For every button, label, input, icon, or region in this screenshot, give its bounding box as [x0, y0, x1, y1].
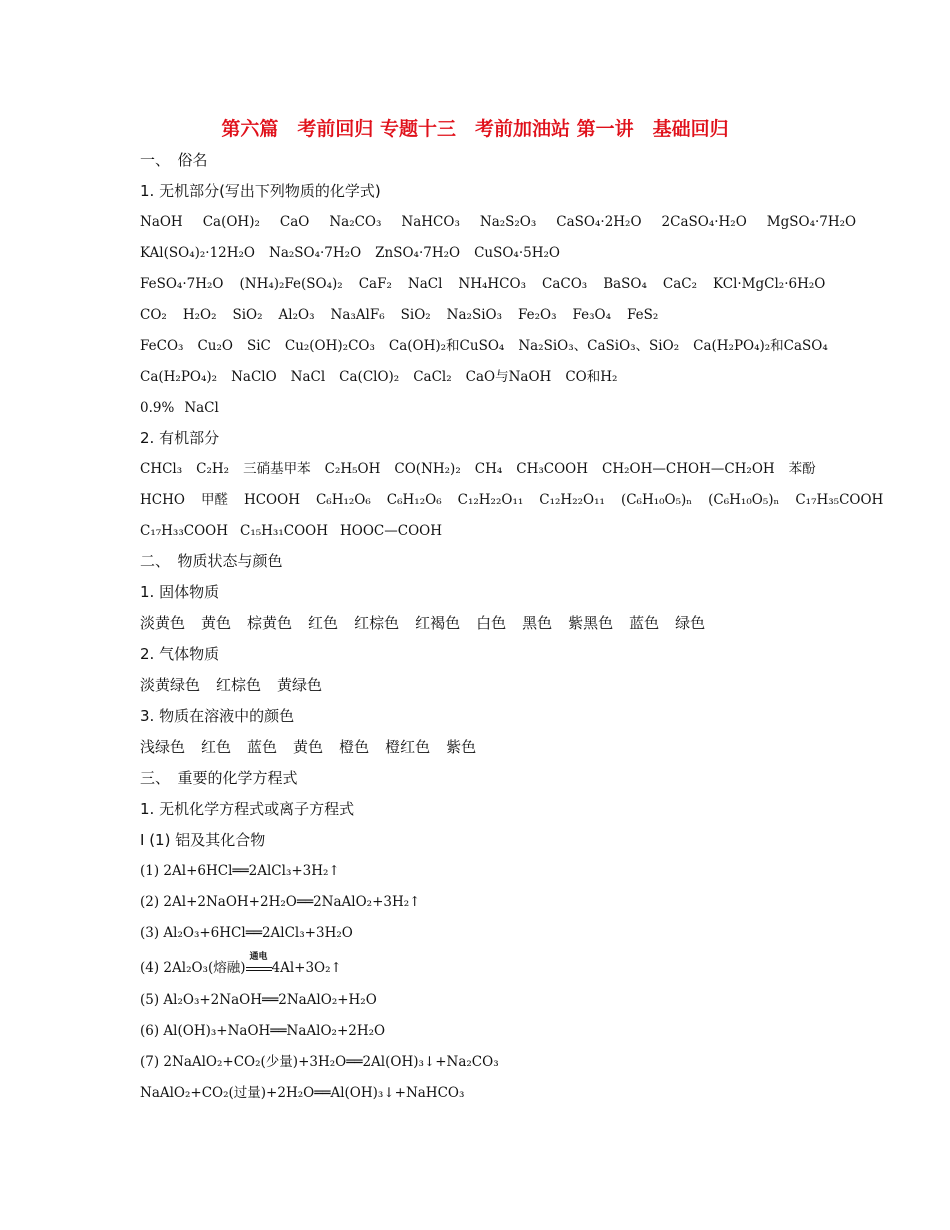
org3-item: HOOC—COOH [340, 523, 442, 539]
solid-item: 绿色 [675, 614, 706, 632]
equation-4-right: 4Al+3O₂↑ [271, 960, 342, 976]
solid-item: 黄色 [201, 614, 232, 632]
org2-item: C₆H₁₂O₆ [315, 492, 371, 508]
equation-3: (3) Al₂O₃+6HCl══2AlCl₃+3H₂O [140, 925, 353, 941]
inorg3-item: CaCO₃ [542, 276, 588, 292]
solid-item: 棕黄色 [247, 614, 293, 632]
inorg2-item: CuSO₄·5H₂O [474, 245, 560, 261]
inorg3-item: NH₄HCO₃ [458, 276, 526, 292]
org2-item: HCOOH [243, 492, 300, 508]
inorg1-item: NaOH [140, 214, 183, 230]
organic-row-3 [140, 521, 870, 541]
solid-colors [140, 613, 870, 633]
org1-item: CHCl₃ [140, 461, 183, 477]
inorg4-item: H₂O₂ [182, 307, 217, 323]
inorg4-item: Al₂O₃ [278, 307, 315, 323]
equation-2: (2) 2Al+2NaOH+2H₂O══2NaAlO₂+3H₂↑ [140, 894, 421, 910]
equation-1: (1) 2Al+6HCl══2AlCl₃+3H₂↑ [140, 863, 340, 879]
inorg1-item: Na₂CO₃ [329, 214, 382, 230]
org2-item: (C₆H₁₀O₅)ₙ [708, 492, 780, 508]
inorg3-item: KCl·MgCl₂·6H₂O [713, 276, 826, 292]
inorg3-item: FeSO₄·7H₂O [140, 276, 224, 292]
equation-7: (7) 2NaAlO₂+CO₂(少量)+3H₂O══2Al(OH)₃↓+Na₂CO₃ [140, 1054, 499, 1070]
gas-colors [140, 675, 870, 695]
inorganic-row-6 [140, 367, 870, 387]
inorg4-item: Fe₃O₄ [572, 307, 612, 323]
inorganic-row-2 [140, 243, 870, 263]
equation-4-arrow [246, 952, 272, 978]
sol-item: 黄色 [293, 738, 324, 756]
org3-item: C₁₇H₃₃COOH [140, 523, 228, 539]
inorg6-item: CaCl₂ [413, 369, 452, 385]
gas-heading: 2. 气体物质 [140, 645, 220, 663]
inorg4-item: SiO₂ [232, 307, 263, 323]
solid-item: 红棕色 [354, 614, 400, 632]
org1-item: C₂H₂ [196, 461, 230, 477]
inorg1-item: MgSO₄·7H₂O [766, 214, 857, 230]
inorg7-item: 0.9% [140, 400, 175, 416]
inorg5-item: FeCO₃ [140, 338, 184, 354]
solid-item: 白色 [476, 614, 507, 632]
inorg4-item: CO₂ [140, 307, 167, 323]
inorganic-row-4 [140, 305, 870, 325]
solid-item: 紫黑色 [568, 614, 614, 632]
gas-item: 黄绿色 [277, 676, 323, 694]
org1-item: 三硝基甲苯 [243, 461, 311, 477]
org2-item: HCHO [140, 492, 185, 508]
sol-item: 橙红色 [385, 738, 431, 756]
sol-item: 蓝色 [247, 738, 278, 756]
inorg5-item: Ca(OH)₂和CuSO₄ [388, 338, 505, 354]
solid-item: 红色 [308, 614, 339, 632]
inorg6-item: NaClO [231, 369, 277, 385]
section-1-heading: 一、 俗名 [140, 151, 208, 169]
gas-item: 淡黄绿色 [140, 676, 201, 694]
inorganic-row-3 [140, 274, 870, 294]
section-2-heading: 二、 物质状态与颜色 [140, 552, 283, 570]
aluminium-group-heading: Ⅰ (1) 铝及其化合物 [140, 831, 266, 849]
page-title: 第六篇 考前回归 专题十三 考前加油站 第一讲 基础回归 [221, 118, 729, 140]
inorganic-row-7 [140, 398, 870, 418]
inorg5-item: Ca(H₂PO₄)₂和CaSO₄ [693, 338, 828, 354]
section-3-heading: 三、 重要的化学方程式 [140, 769, 298, 787]
inorg6-item: Ca(ClO)₂ [339, 369, 400, 385]
sol-item: 浅绿色 [140, 738, 186, 756]
solid-item: 淡黄色 [140, 614, 186, 632]
organic-row-2 [140, 490, 884, 510]
equation-5: (5) Al₂O₃+2NaOH══2NaAlO₂+H₂O [140, 992, 377, 1008]
org2-item: (C₆H₁₀O₅)ₙ [620, 492, 693, 508]
inorg4-item: SiO₂ [400, 307, 431, 323]
inorg2-item: ZnSO₄·7H₂O [375, 245, 461, 261]
inorg6-item: NaCl [290, 369, 326, 385]
inorg1-item: CaO [279, 214, 310, 230]
inorg3-item: CaF₂ [358, 276, 392, 292]
gas-item: 红棕色 [216, 676, 262, 694]
inorg7-item: NaCl [184, 400, 219, 416]
inorg4-item: Na₂SiO₃ [446, 307, 502, 323]
org3-item: C₁₅H₃₁COOH [240, 523, 328, 539]
solution-heading: 3. 物质在溶液中的颜色 [140, 707, 295, 725]
solid-item: 黑色 [522, 614, 553, 632]
org1-item: CH₂OH—CHOH—CH₂OH [602, 461, 775, 477]
inorg5-item: Cu₂O [197, 338, 233, 354]
inorg4-item: FeS₂ [627, 307, 659, 323]
inorg3-item: CaC₂ [662, 276, 698, 292]
inorg4-item: Fe₂O₃ [518, 307, 557, 323]
inorg3-item: BaSO₄ [603, 276, 647, 292]
inorganic-row-1 [140, 212, 870, 232]
org1-item: CH₄ [474, 461, 503, 477]
solution-colors [140, 737, 870, 757]
org2-item: C₁₂H₂₂O₁₁ [457, 492, 524, 508]
inorg6-item: CO和H₂ [565, 369, 618, 385]
equation-8: NaAlO₂+CO₂(过量)+2H₂O══Al(OH)₃↓+NaHCO₃ [140, 1085, 465, 1101]
inorg4-item: Na₃AlF₆ [330, 307, 385, 323]
inorg1-item: CaSO₄·2H₂O [556, 214, 642, 230]
inorg2-item: Na₂SO₄·7H₂O [269, 245, 362, 261]
inorg5-item: Na₂SiO₃、CaSiO₃、SiO₂ [518, 338, 680, 354]
inorg1-item: Na₂S₂O₃ [479, 214, 537, 230]
solid-heading: 1. 固体物质 [140, 583, 220, 601]
org2-item: C₁₇H₃₅COOH [795, 492, 884, 508]
sol-item: 橙色 [339, 738, 370, 756]
section-3-sub: 1. 无机化学方程式或离子方程式 [140, 800, 355, 818]
org1-item: C₂H₅OH [324, 461, 381, 477]
section-1-sub-inorganic: 1. 无机部分(写出下列物质的化学式) [140, 182, 381, 200]
inorg6-item: Ca(H₂PO₄)₂ [140, 369, 218, 385]
equation-4 [140, 952, 870, 978]
inorg1-item: NaHCO₃ [401, 214, 460, 230]
org1-item: CO(NH₂)₂ [394, 461, 461, 477]
inorg6-item: CaO与NaOH [465, 369, 552, 385]
sol-item: 紫色 [446, 738, 477, 756]
org2-item: C₁₂H₂₂O₁₁ [539, 492, 605, 508]
inorg3-item: NaCl [407, 276, 443, 292]
org1-item: CH₃COOH [516, 461, 589, 477]
inorg5-item: Cu₂(OH)₂CO₃ [284, 338, 375, 354]
org2-item: 甲醛 [200, 492, 228, 508]
org1-item: 苯酚 [788, 461, 816, 477]
organic-row-1 [140, 459, 870, 479]
inorg1-item: 2CaSO₄·H₂O [661, 214, 747, 230]
sol-item: 红色 [201, 738, 232, 756]
equation-4-left: (4) 2Al₂O₃(熔融) [140, 960, 246, 976]
solid-item: 红褐色 [415, 614, 461, 632]
equation-4-condition: 通电 [249, 952, 268, 962]
inorganic-row-5 [140, 336, 870, 356]
inorg3-item: (NH₄)₂Fe(SO₄)₂ [239, 276, 343, 292]
inorg5-item: SiC [246, 338, 271, 354]
equation-6: (6) Al(OH)₃+NaOH══NaAlO₂+2H₂O [140, 1023, 386, 1039]
inorg1-item: Ca(OH)₂ [202, 214, 260, 230]
solid-item: 蓝色 [629, 614, 660, 632]
inorg2-item: KAl(SO₄)₂·12H₂O [140, 245, 256, 261]
section-1-sub-organic: 2. 有机部分 [140, 429, 220, 447]
org2-item: C₆H₁₂O₆ [386, 492, 442, 508]
